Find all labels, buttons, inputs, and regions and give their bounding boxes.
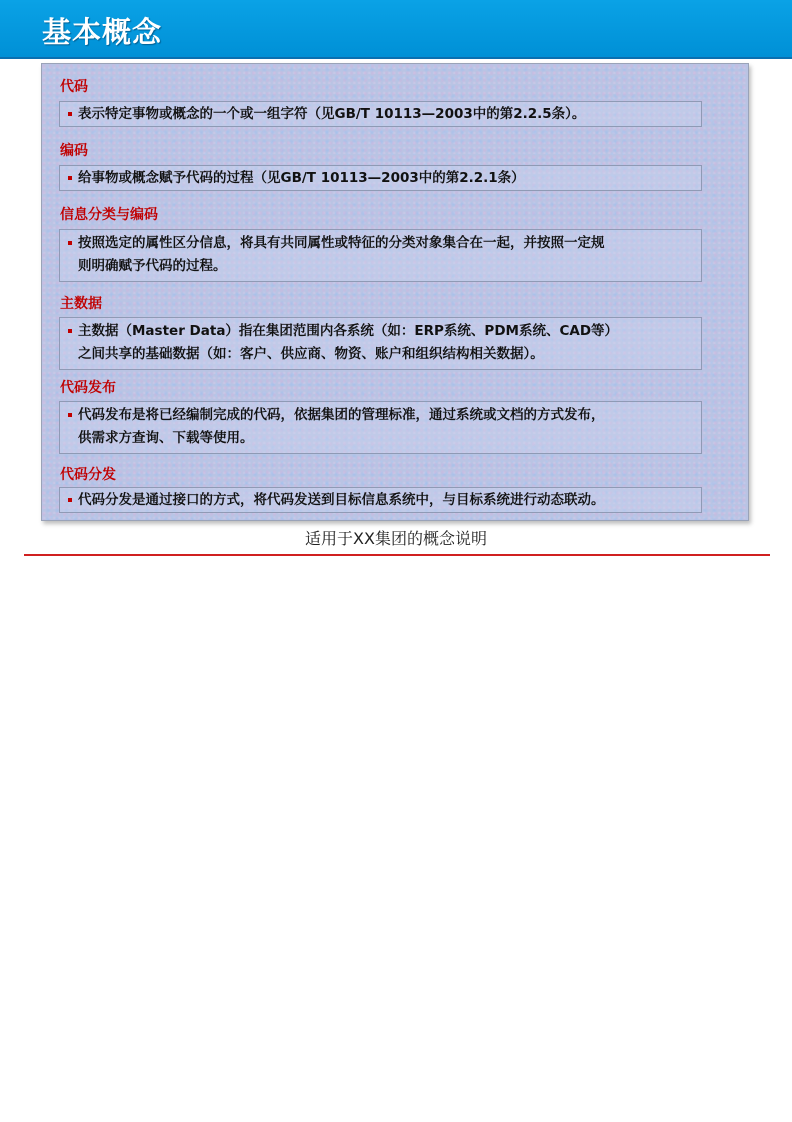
section-title-code-publish: 代码发布 xyxy=(60,380,116,396)
section-title-classification: 信息分类与编码 xyxy=(60,207,158,223)
section-item-code-publish xyxy=(59,401,702,454)
bullet-icon xyxy=(68,176,72,180)
section-item-code-distribution xyxy=(59,487,702,513)
section-item-encoding xyxy=(59,165,702,191)
section-title-code-distribution: 代码分发 xyxy=(60,467,116,483)
section-line: 主数据（Master Data）指在集团范围内各系统（如：ERP系统、PDM系统、CAD等） xyxy=(78,323,619,339)
section-item-master-data xyxy=(59,317,702,370)
bullet-icon xyxy=(68,112,72,116)
section-line: 之间共享的基础数据（如：客户、供应商、物资、账户和组织结构相关数据）。 xyxy=(78,346,544,362)
divider-rule xyxy=(24,554,770,556)
section-line: 按照选定的属性区分信息，将具有共同属性或特征的分类对象集合在一起，并按照一定规 xyxy=(78,235,605,251)
section-title-encoding: 编码 xyxy=(60,143,88,159)
section-item-classification xyxy=(59,229,702,282)
bullet-icon xyxy=(68,329,72,333)
section-item-code xyxy=(59,101,702,127)
header-bar xyxy=(0,0,792,59)
section-line: 则明确赋予代码的过程。 xyxy=(78,258,227,274)
section-line: 给事物或概念赋予代码的过程（见GB/T 10113—2003中的第2.2.1条） xyxy=(78,170,525,186)
section-line: 代码分发是通过接口的方式，将代码发送到目标信息系统中，与目标系统进行动态联动。 xyxy=(78,492,605,508)
section-line: 表示特定事物或概念的一个或一组字符（见GB/T 10113—2003中的第2.2.5条）。 xyxy=(78,106,586,122)
figure-caption: 适用于XX集团的概念说明 xyxy=(305,529,487,548)
section-line: 代码发布是将已经编制完成的代码，依据集团的管理标准，通过系统或文档的方式发布， xyxy=(78,407,605,423)
bullet-icon xyxy=(68,413,72,417)
bullet-icon xyxy=(68,241,72,245)
bullet-icon xyxy=(68,498,72,502)
section-title-code: 代码 xyxy=(60,79,88,95)
section-title-master-data: 主数据 xyxy=(60,296,102,312)
section-line: 供需求方查询、下载等使用。 xyxy=(78,430,254,446)
page-title: 基本概念 xyxy=(42,15,163,49)
